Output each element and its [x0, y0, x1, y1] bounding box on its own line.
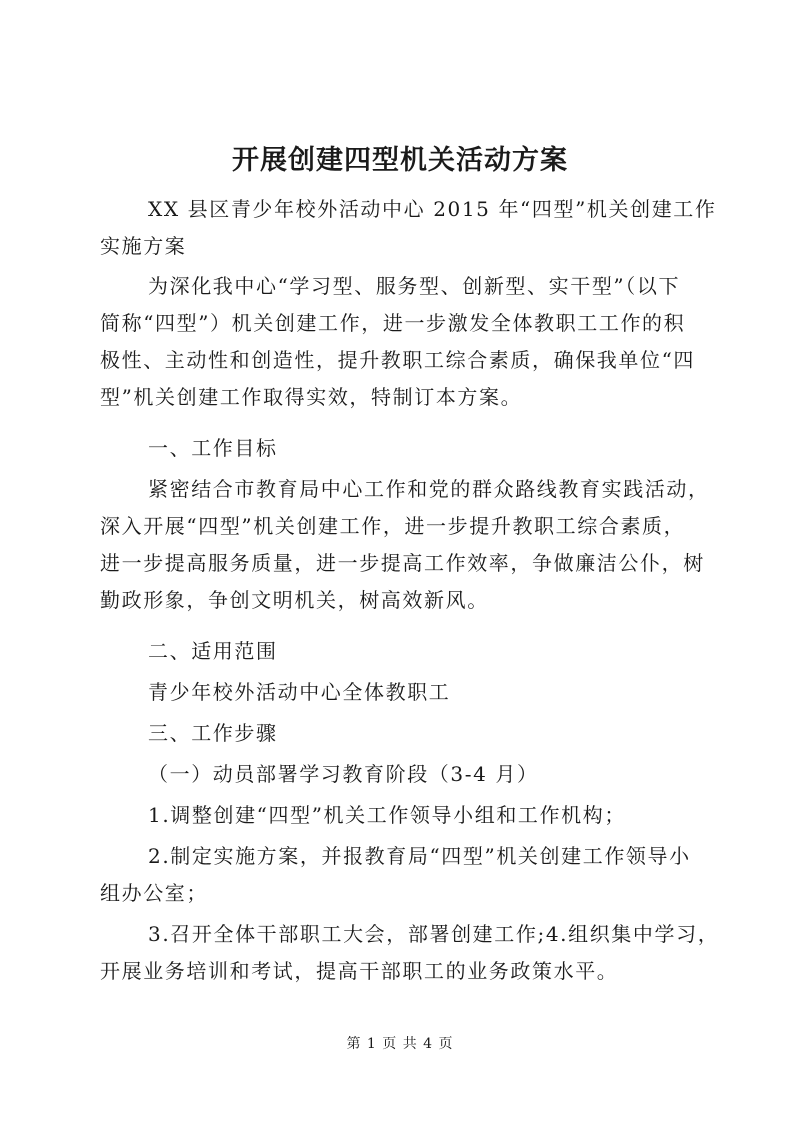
document-title: 开展创建四型机关活动方案 — [232, 145, 568, 176]
paragraph-scope — [100, 674, 700, 711]
text-line: 进一步提高服务质量，进一步提高工作效率，争做廉洁公仆，树 — [100, 551, 705, 575]
section-heading-steps — [100, 715, 700, 752]
list-item-2 — [100, 838, 700, 912]
text-line: 3.召开全体干部职工大会，部署创建工作;4.组织集中学习， — [148, 922, 720, 946]
paragraph-goals — [100, 471, 710, 619]
text-line: 2.制定实施方案，并报教育局“四型”机关创建工作领导小 — [148, 844, 691, 868]
list-item-3-4 — [100, 916, 720, 990]
text-line: 组办公室； — [100, 881, 208, 905]
text-line: 勤政形象，争创文明机关，树高效新风。 — [100, 588, 489, 612]
text-line: 1.调整创建“四型”机关工作领导小组和工作机构； — [148, 803, 626, 827]
text-line: 实施方案 — [100, 234, 187, 258]
section-heading-goals — [100, 430, 700, 467]
text-line: 极性、主动性和创造性，提升教职工综合素质，确保我单位“四 — [100, 348, 696, 372]
text-line: 为深化我中心“学习型、服务型、创新型、实干型”（以下 — [148, 274, 681, 298]
text-line: 紧密结合市教育局中心工作和党的群众路线教育实践活动， — [148, 477, 710, 501]
text-line: 型”机关创建工作取得实效，特制订本方案。 — [100, 385, 523, 409]
text-line: （一）动员部署学习教育阶段（3-4 月） — [148, 762, 539, 786]
subsection-heading-phase-1 — [100, 756, 700, 793]
page-number-footer: 第 1 页 共 4 页 — [346, 1036, 454, 1052]
text-line: 青少年校外活动中心全体教职工 — [148, 680, 451, 704]
text-line: 一、工作目标 — [148, 436, 278, 460]
list-item-1 — [100, 797, 700, 834]
text-line: 三、工作步骤 — [148, 721, 278, 745]
text-line: 开展业务培训和考试，提高干部职工的业务政策水平。 — [100, 959, 619, 983]
text-line: 简称“四型”）机关创建工作，进一步激发全体教职工工作的积 — [100, 311, 686, 335]
text-line: XX 县区青少年校外活动中心 2015 年“四型”机关创建工作 — [148, 197, 717, 221]
paragraph-purpose — [100, 268, 700, 416]
paragraph-intro-heading — [100, 191, 717, 265]
section-heading-scope — [100, 633, 700, 670]
text-line: 深入开展“四型”机关创建工作，进一步提升教职工综合素质， — [100, 514, 686, 538]
text-line: 二、适用范围 — [148, 639, 278, 663]
